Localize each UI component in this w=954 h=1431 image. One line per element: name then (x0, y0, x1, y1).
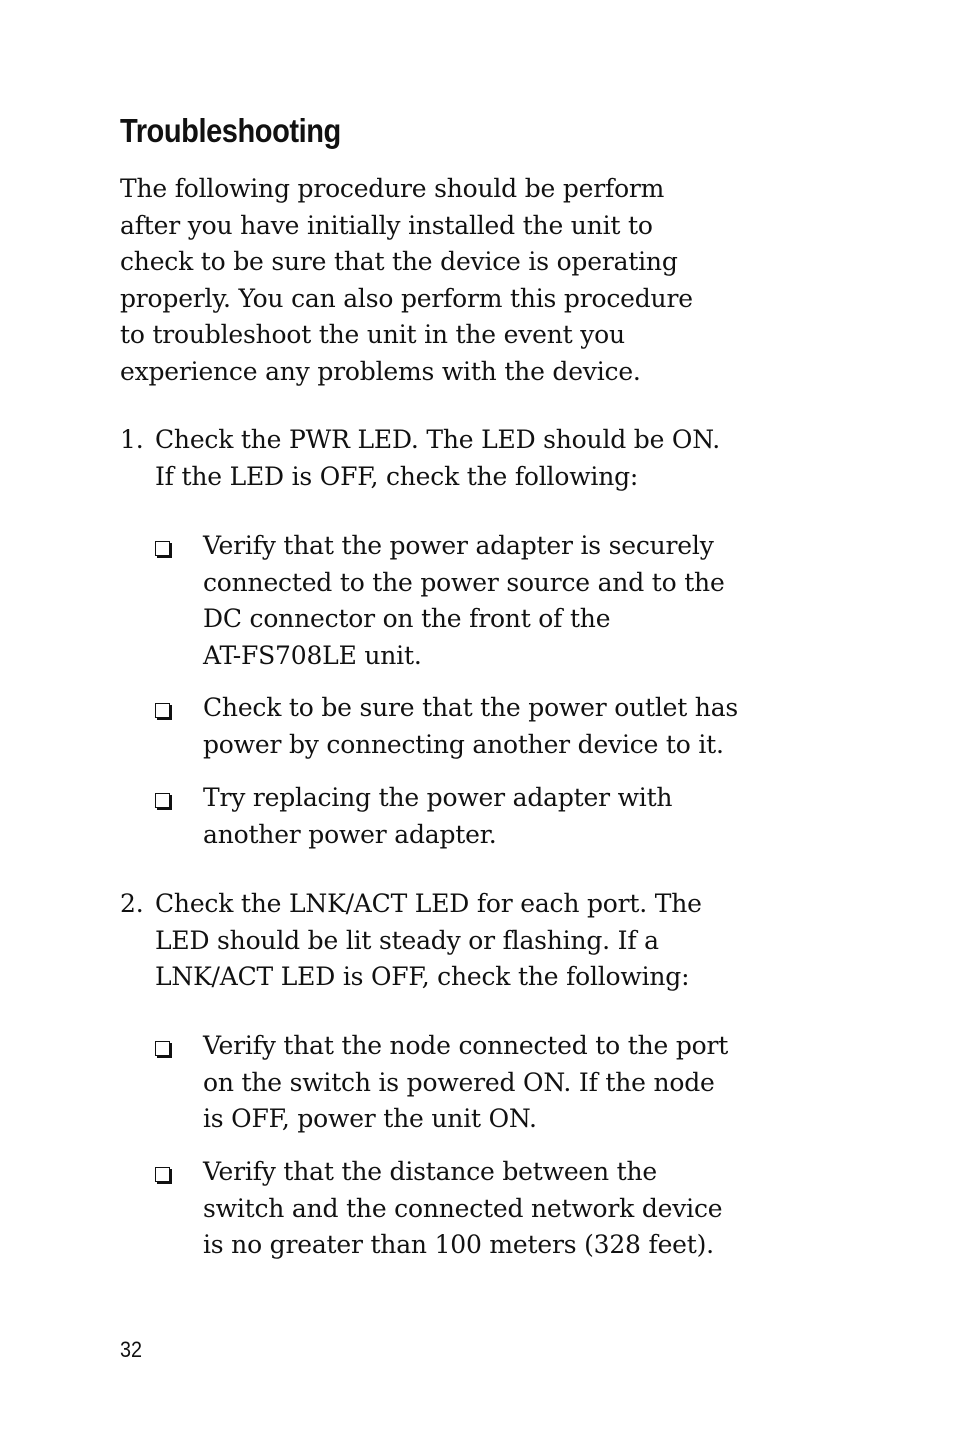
page-number: 32 (120, 1337, 143, 1362)
check-line: AT-FS708LE unit. (203, 640, 422, 670)
intro-line: experience any problems with the device. (120, 356, 641, 386)
check-line: is OFF, power the unit ON. (203, 1104, 537, 1134)
step-line: If the LED is OFF, check the following: (155, 461, 639, 491)
check-line: Verify that the node connected to the port (203, 1031, 729, 1060)
check-item-text (203, 690, 738, 763)
check-line: Check to be sure that the power outlet has (203, 693, 739, 722)
intro-line: check to be sure that the device is operating (120, 247, 678, 277)
check-line: is no greater than 100 meters (328 feet). (203, 1230, 714, 1260)
check-line: power by connecting another device to it. (203, 729, 724, 759)
checkbox-icon (155, 1041, 170, 1056)
check-line: DC connector on the front of the (203, 604, 611, 634)
check-line: switch and the connected network device (203, 1193, 723, 1223)
step-text (155, 886, 702, 996)
checkbox-icon (155, 1167, 170, 1182)
section-heading: Troubleshooting (120, 112, 341, 149)
check-item-text (203, 1028, 728, 1138)
step-number: 2. (120, 889, 144, 918)
step-line: LNK/ACT LED is OFF, check the following: (155, 962, 690, 992)
step-line: Check the PWR LED. The LED should be ON. (155, 425, 721, 454)
check-item-text (203, 1154, 722, 1264)
check-line: connected to the power source and to the (203, 567, 725, 597)
intro-line: The following procedure should be perform (120, 174, 665, 203)
step-line: Check the LNK/ACT LED for each port. The (155, 889, 702, 918)
check-line: Verify that the power adapter is securely (203, 531, 714, 560)
checkbox-icon (155, 541, 170, 556)
intro-paragraph (120, 171, 693, 391)
check-item-text (203, 780, 672, 853)
checkbox-icon (155, 703, 170, 718)
intro-line: to troubleshoot the unit in the event you (120, 320, 625, 350)
check-line: Try replacing the power adapter with (203, 783, 673, 812)
step-text (155, 422, 720, 495)
check-line: another power adapter. (203, 819, 497, 849)
check-line: on the switch is powered ON. If the node (203, 1067, 715, 1097)
check-line: Verify that the distance between the (203, 1157, 658, 1186)
check-item-text (203, 528, 725, 674)
step-number: 1. (120, 425, 144, 454)
intro-line: after you have initially installed the unit to (120, 210, 653, 240)
intro-line: properly. You can also perform this procedure (120, 283, 693, 313)
checkbox-icon (155, 793, 170, 808)
step-line: LED should be lit steady or flashing. If a (155, 925, 659, 955)
